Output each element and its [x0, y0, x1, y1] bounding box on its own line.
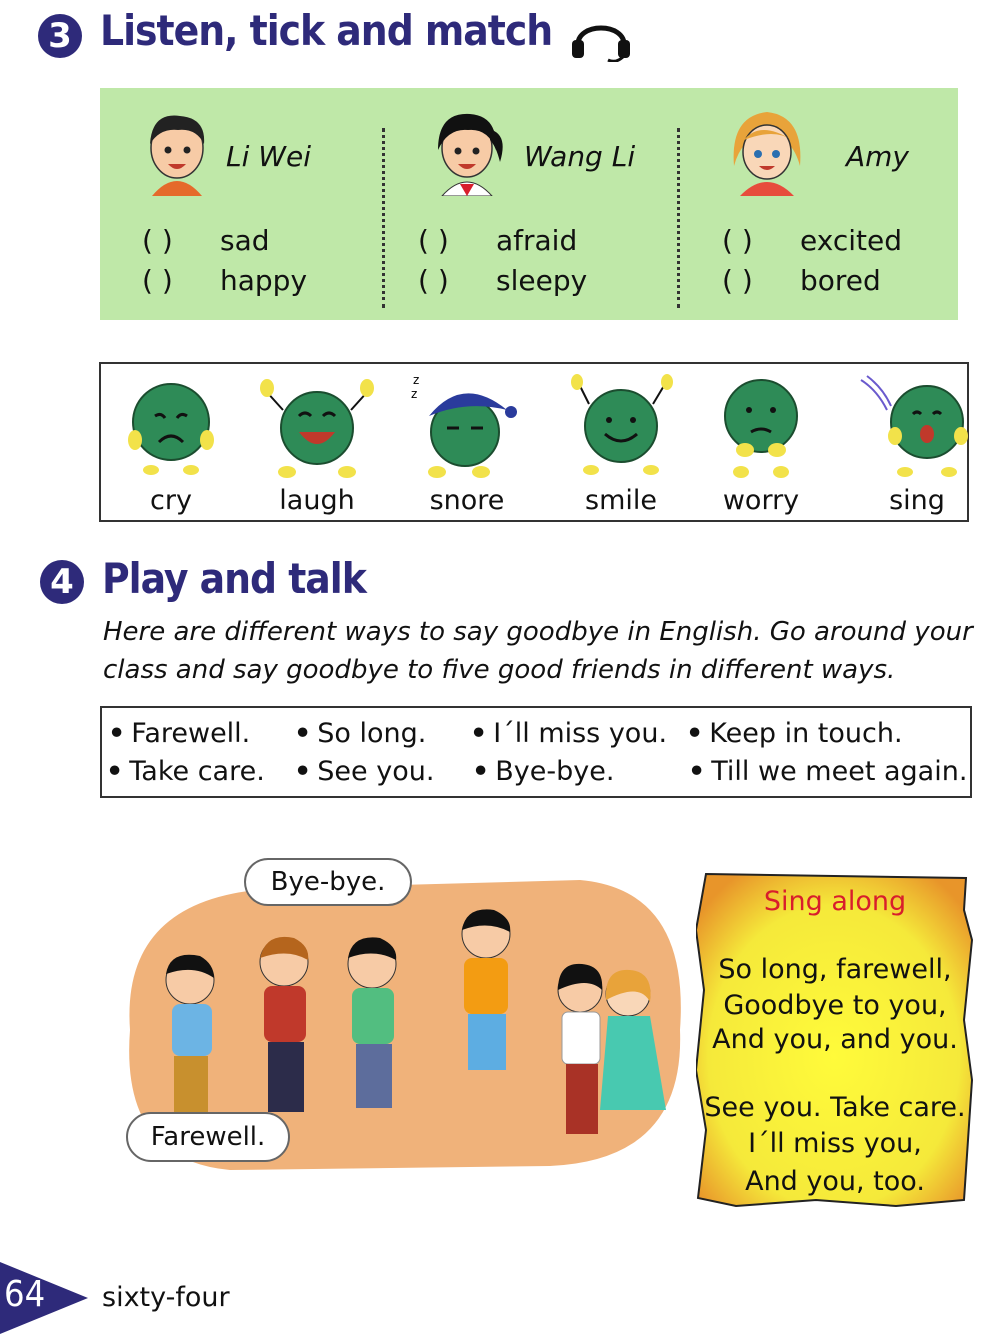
phrase: • Bye-bye.: [472, 756, 614, 787]
option-row[interactable]: ( ) excited: [722, 224, 902, 257]
instruction-line: Here are different ways to say goodbye in English. Go around your: [103, 617, 973, 647]
crying-ball-icon: [111, 370, 231, 480]
snoring-ball-icon: [407, 370, 527, 480]
song-line: And you, too.: [745, 1166, 925, 1197]
singing-ball-icon: [857, 370, 977, 480]
child-name: Li Wei: [226, 140, 311, 173]
emotions-box: [99, 362, 969, 522]
option-label: afraid: [496, 224, 578, 257]
section-4-number: 4: [40, 560, 84, 604]
child-name: Wang Li: [524, 140, 636, 173]
child-amy: [690, 106, 970, 196]
child-wang-li: [390, 106, 670, 196]
emotion-smile[interactable]: [551, 364, 691, 520]
emotion-label: smile: [585, 485, 657, 516]
option-row[interactable]: ( ) sad: [142, 224, 270, 257]
phrase: • So long.: [294, 718, 426, 749]
emotion-sing[interactable]: [847, 364, 987, 520]
emotion-worry[interactable]: [691, 364, 831, 520]
option-row[interactable]: ( ) happy: [142, 264, 308, 297]
phrase: • I´ll miss you.: [470, 718, 667, 749]
goodbye-phrases-box: [100, 706, 972, 798]
song-line: And you, and you.: [712, 1024, 958, 1055]
song-line: Goodbye to you,: [723, 990, 947, 1021]
boy-face-icon: [140, 106, 214, 196]
worried-ball-icon: [701, 370, 821, 480]
child-name: Amy: [846, 140, 909, 173]
girl-face-icon: [430, 106, 504, 196]
option-label: happy: [220, 264, 308, 297]
emotion-label: snore: [429, 485, 505, 516]
goodbye-illustration: [110, 860, 690, 1190]
emotion-snore[interactable]: [397, 364, 537, 520]
sing-along-box: [696, 870, 974, 1210]
divider: [382, 128, 385, 308]
section-3-number: 3: [38, 14, 82, 58]
phrase: • Till we meet again.: [688, 756, 967, 787]
laughing-ball-icon: [257, 370, 377, 480]
phrase: • Take care.: [106, 756, 265, 787]
phrase: • See you.: [294, 756, 434, 787]
phrase: • Farewell.: [108, 718, 250, 749]
headphones-icon: [570, 12, 632, 62]
svg-text:z: z: [413, 373, 420, 387]
smiling-ball-icon: [561, 370, 681, 480]
option-row[interactable]: ( ) sleepy: [418, 264, 588, 297]
sing-along-title: Sing along: [763, 886, 907, 917]
speech-bubble-bye: Bye-bye.: [244, 858, 412, 906]
emotion-cry[interactable]: [101, 364, 241, 520]
song-line: I´ll miss you,: [748, 1128, 922, 1159]
girl-face-icon: [730, 106, 804, 196]
emotion-label: cry: [150, 485, 192, 516]
page-number-badge: [0, 1262, 90, 1334]
option-label: sleepy: [496, 264, 588, 297]
page-number-words: sixty-four: [102, 1282, 230, 1313]
emotion-label: sing: [889, 485, 945, 516]
song-line: So long, farewell,: [718, 954, 952, 985]
option-label: bored: [800, 264, 881, 297]
divider: [677, 128, 680, 308]
section-3-title: Listen, tick and match: [100, 6, 553, 55]
svg-text:z: z: [411, 387, 418, 401]
option-row[interactable]: ( ) afraid: [418, 224, 578, 257]
phrase: • Keep in touch.: [686, 718, 903, 749]
option-label: excited: [800, 224, 902, 257]
speech-bubble-farewell: Farewell.: [126, 1112, 290, 1162]
emotion-label: worry: [722, 485, 800, 516]
section-4-title: Play and talk: [102, 554, 366, 603]
option-row[interactable]: ( ) bored: [722, 264, 881, 297]
option-label: sad: [220, 224, 270, 257]
child-li-wei: [100, 106, 380, 196]
song-line: See you. Take care.: [704, 1092, 966, 1123]
emotion-label: laugh: [279, 485, 355, 516]
page-number: 64: [4, 1274, 46, 1315]
listen-tick-panel: [100, 88, 958, 320]
emotion-laugh[interactable]: [247, 364, 387, 520]
instruction-line: class and say goodbye to five good friends in different ways.: [103, 655, 896, 685]
